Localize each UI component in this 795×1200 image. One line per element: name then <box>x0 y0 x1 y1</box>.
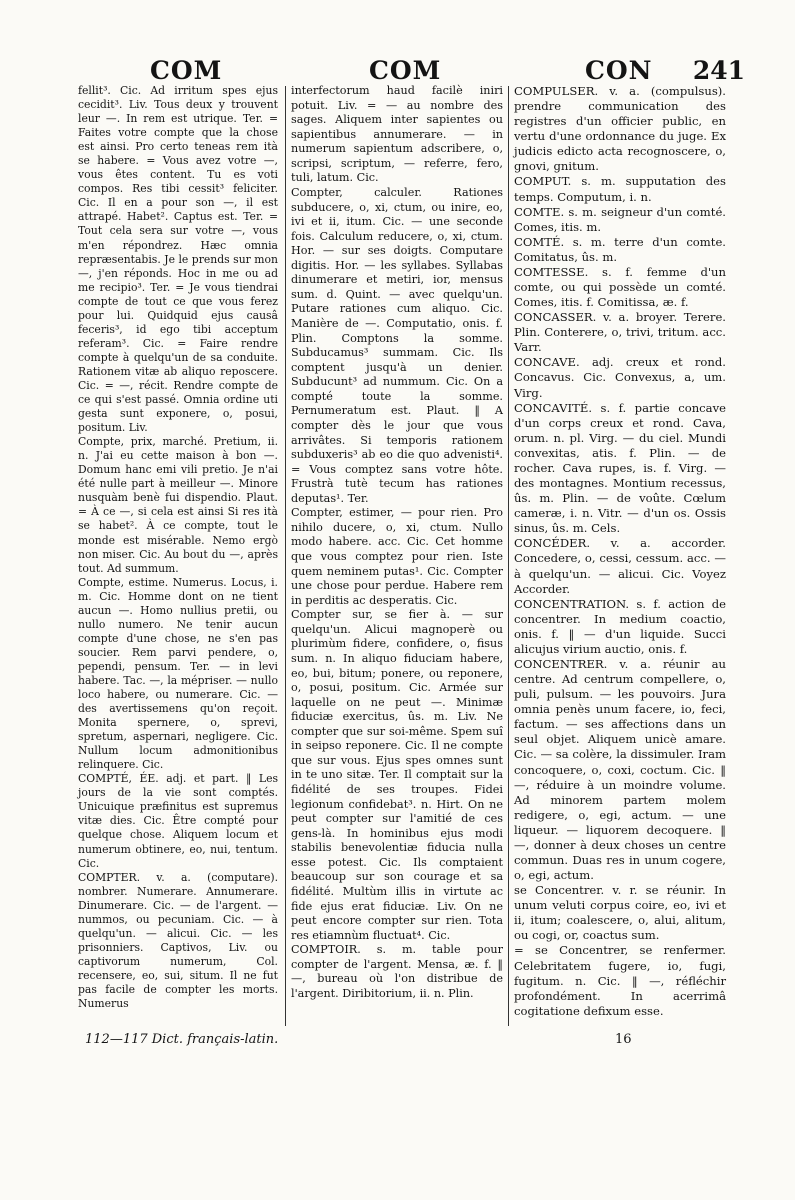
entry-paragraph: CONCENTRER. v. a. réunir au centre. Ad centrum compellere, o, puli, pulsum. — les pouvoirs. Jura omnia penès unum facere, io, feci, factum. — ses affections dans un seul objet. Aliquem unicè amare. Cic. — sa colère, la dissimuler. Iram concoquere, o, coxi, coctum. Cic. ‖ —, réduire à un moindre volume. Ad minorem partem molem redigere, o, egi, actum. — une liqueur. — liquorem decoquere. ‖ —, donner à deux choses un centre commun. Duas res in unum cogere, o, egi, actum. <box>514 656 726 883</box>
page-number: 241 <box>692 56 745 85</box>
left-running-headword: COM <box>150 56 223 85</box>
page-footer <box>0 1032 795 1054</box>
entry-paragraph: Compte, prix, marché. Pretium, ii. n. J'ai eu cette maison à bon —. Domum hanc emi vili pretio. Je n'ai été nulle part à meilleur —. Minore nusquàm benè fui dispendio. Plaut. = À ce —, si cela est ainsi Si res ità se habet². À ce compte, tout le monde est misérable. Nemo ergò non miser. Cic. Au bout du —, après tout. Ad summum. <box>78 435 278 575</box>
entry-paragraph: fellit³. Cic. Ad irritum spes ejus cecidit³. Liv. Tous deux y trouvent leur —. In rem est utrique. Ter. = Faites votre compte que la chose est ainsi. Pro certo teneas rem ità se habere. = Vous avez votre —, vous êtes content. Tu es voti compos. Res tibi cessit³ feliciter. Cic. Il en a pour son —, il est attrapé. Habet². Captus est. Ter. = Tout cela sera sur votre —, vous m'en répondrez. Hæc omnia repræsentabis. Je le prends sur mon —, j'en réponds. Hoc in me ou ad me recipio³. Ter. = Je vous tiendrai compte de tout ce que vous ferez pour lui. Quidquid ejus causâ feceris³, id ego tibi acceptum referam³. Cic. = Faire rendre compte à quelqu'un de sa conduite. Rationem vitæ ab aliquo reposcere. Cic. = —, récit. Rendre compte de ce qui s'est passé. Omnia ordine uti gesta sunt exponere, o, posui, positum. Liv. <box>78 84 278 435</box>
entry-paragraph: CONCAVITÉ. s. f. partie concave d'un corps creux et rond. Cava, orum. n. pl. Virg. — du ciel. Mundi convexitas, atis. f. Plin. — de rocher. Cava rupes, is. f. Virg. — des montagnes. Montium recessus, ûs. m. Plin. — de voûte. Cœlum cameræ, i. n. Vitr. — d'un os. Ossis sinus, ûs. m. Cels. <box>514 400 726 536</box>
entry-paragraph: COMPUT. s. m. supputation des temps. Computum, i. n. <box>514 174 726 204</box>
entry-paragraph: COMTESSE. s. f. femme d'un comte, ou qui possède un comté. Comes, itis. f. Comitissa, æ. f. <box>514 264 726 310</box>
entry-paragraph: = se Concentrer, se renfermer. Celebritatem fugere, io, fugi, fugitum. n. Cic. ‖ —, réfléchir profondément. In acerrimâ cogitatione defixum esse. <box>514 943 726 1018</box>
entry-paragraph: COMPTOIR. s. m. table pour compter de l'argent. Mensa, æ. f. ‖ —, bureau où l'on distribue de l'argent. Diribitorium, ii. n. Plin. <box>291 943 503 1000</box>
entry-paragraph: Compter, calculer. Rationes subducere, o, xi, ctum, ou inire, eo, ivi et ii, itum. Cic. — une seconde fois. Calculum reducere, o, xi, ctum. Hor. — sur ses doigts. Computare digitis. Hor. — les syllabes. Syllabas dinumerare et metiri, ior, mensus sum. d. Quint. — avec quelqu'un. Putare rationes cum aliquo. Cic. Manière de —. Computatio, onis. f. Plin. Comptons la somme. Subducamus³ summam. Cic. Ils comptent jusqu'à un denier. Subducunt³ ad nummum. Cic. On a compté toute la somme. Pernumeratum est. Plaut. ‖ A compter dès le jour que vous arrivâtes. Si temporis rationem subduxeris³ ab eo die quo advenisti⁴. = Vous comptez sans votre hôte. Frustrà tutè tecum has rationes deputas¹. Ter. <box>291 185 503 505</box>
entry-paragraph: COMPULSER. v. a. (compulsus). prendre communication des registres d'un officier public, en vertu d'une ordonnance du juge. Ex judicis edicto acta recognoscere, o, gnovi, gnitum. <box>514 84 726 174</box>
column-divider <box>508 86 509 1026</box>
entry-paragraph: CONCÉDER. v. a. accorder. Concedere, o, cessi, cessum. acc. — à quelqu'un. — alicui. Cic. Voyez Accorder. <box>514 536 726 596</box>
column-middle <box>291 84 503 1001</box>
entry-paragraph: Compter, estimer, — pour rien. Pro nihilo ducere, o, xi, ctum. Nullo modo habere. acc. Cic. Cet homme que vous comptez pour rien. Iste quem neminem putas¹. Cic. Compter une chose pour perdue. Habere rem in perditis ac desperatis. Cic. <box>291 506 503 607</box>
entry-paragraph: COMPTÉ, ÉE. adj. et part. ‖ Les jours de la vie sont comptés. Unicuique præfinitus est supremus vitæ dies. Cic. Être compté pour quelque chose. Aliquem locum et numerum obtinere, eo, nui, tentum. Cic. <box>78 772 278 870</box>
column-divider <box>285 86 286 1026</box>
entry-paragraph: CONCENTRATION. s. f. action de concentrer. In medium coactio, onis. f. ‖ — d'un liquide. Succi alicujus virium auctio, onis. f. <box>514 596 726 656</box>
column-left <box>78 84 278 1011</box>
entry-paragraph: se Concentrer. v. r. se réunir. In unum veluti corpus coire, eo, ivi et ii, itum; coalescere, o, alui, alitum, ou cogi, or, coactus sum. <box>514 883 726 943</box>
signature-number: 16 <box>615 1032 632 1047</box>
entry-paragraph: CONCAVE. adj. creux et rond. Concavus. Cic. Convexus, a, um. Virg. <box>514 355 726 400</box>
column-right <box>514 84 726 1019</box>
entry-paragraph: COMTE. s. m. seigneur d'un comté. Comes, itis. m. <box>514 204 726 234</box>
entry-paragraph: interfectorum haud facilè iniri potuit. Liv. = — au nombre des sages. Aliquem inter sapientes ou sapientibus annumerare. — in numerum sapientum adscribere, o, scripsi, scriptum, — referre, fero, tuli, latum. Cic. <box>291 84 503 185</box>
center-running-headword: COM <box>369 56 442 85</box>
entry-paragraph: CONCASSER. v. a. broyer. Terere. Plin. Conterere, o, trivi, tritum. acc. Varr. <box>514 310 726 355</box>
right-running-headword: CON <box>585 56 653 85</box>
printer-signature: 112—117 Dict. français-latin. <box>85 1032 279 1047</box>
entry-paragraph: Compter sur, se fier à. — sur quelqu'un. Alicui magnoperè ou plurimùm fidere, confidere, o, fisus sum. n. In aliquo fiduciam habere, eo, bui, bitum; ponere, ou reponere, o, posui, positum. Cic. Armée sur laquelle on ne peut —. Minimæ fiduciæ exercitus, ûs. m. Liv. Ne compter que sur soi-même. Spem suî in seipso reponere. Cic. Il ne compte que sur vous. Ejus spes omnes sunt in te uno sitæ. Ter. Il comptait sur la fidélité de ses troupes. Fidei legionum confidebat³. n. Hirt. On ne peut compter sur l'amitié de ces gens-là. In hominibus ejus modi stabilis benevolentiæ fiducia nulla esse potest. Cic. Ils comptaient beaucoup sur son courage et sa fidélité. Multùm illis in virtute ac fide ejus erat fiduciæ. Liv. On ne peut encore compter sur rien. Tota res etiamnùm fluctuat⁴. Cic. <box>291 608 503 942</box>
entry-paragraph: COMPTER. v. a. (computare). nombrer. Numerare. Annumerare. Dinumerare. Cic. — de l'argent. — nummos, ou pecuniam. Cic. — à quelqu'un. — alicui. Cic. — les prisonniers. Captivos, Liv. ou captivorum numerum, Col. recensere, eo, sui, situm. Il ne fut pas facile de compter les morts. Numerus <box>78 870 278 1011</box>
entry-paragraph: COMTÉ. s. m. terre d'un comte. Comitatus, ûs. m. <box>514 234 726 264</box>
entry-paragraph: Compte, estime. Numerus. Locus, i. m. Cic. Homme dont on ne tient aucun —. Homo nullius pretii, ou nullo numero. Ne tenir aucun compte d'une chose, ne s'en pas soucier. Rem parvi pendere, o, pependi, pensum. Ter. — in levi habere. Tac. —, la mépriser. — nullo loco habere, ou numerare. Cic. — des avertissemens qu'on reçoit. Monita spernere, o, sprevi, spretum, aspernari, negligere. Cic. Nullum locum admonitionibus relinquere. Cic. <box>78 575 278 772</box>
